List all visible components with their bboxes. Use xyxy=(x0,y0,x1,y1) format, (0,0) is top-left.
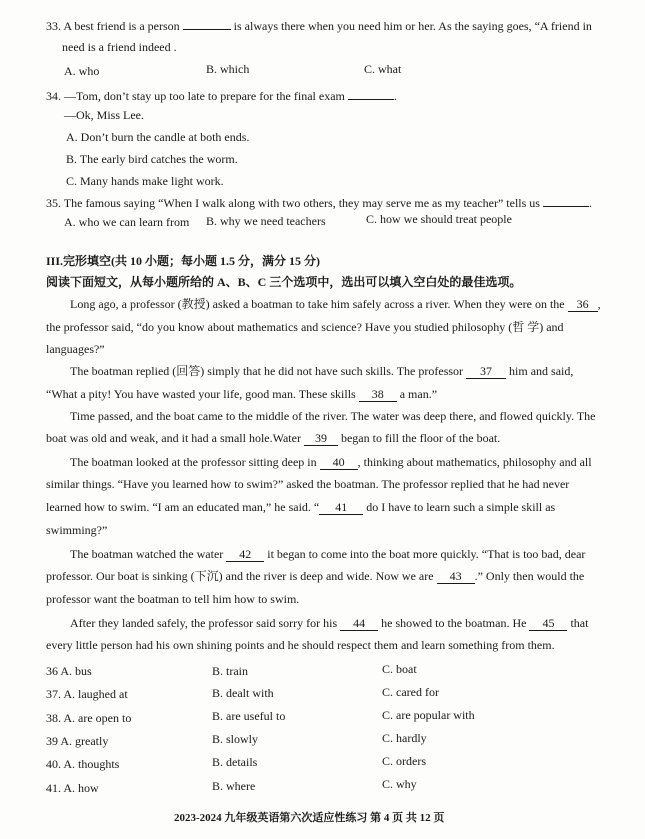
passage-text: boat was old and weak, and it had a small hole.Water xyxy=(46,431,301,445)
q35-stem: 35. The famous saying “When I walk along with two others, they may serve me as my teacher” tells us xyxy=(46,196,540,210)
q34-option-a[interactable]: A. Don’t burn the candle at both ends. xyxy=(66,130,250,144)
q33-stem-b: is always there when you need him or her. As the saying goes, “A friend in xyxy=(233,19,592,33)
passage-text: every little person had his own shining points and he should respect them and learn something from them. xyxy=(46,638,555,652)
q35-option-c[interactable]: C. how we should treat people xyxy=(366,212,512,226)
choice-40-c[interactable]: C. orders xyxy=(382,754,426,768)
blank-39[interactable]: 39 xyxy=(304,432,338,446)
passage-text: languages?” xyxy=(46,342,105,356)
passage-line-8 xyxy=(70,455,592,470)
blank-37[interactable]: 37 xyxy=(466,365,506,379)
q34-reply: —Ok, Miss Lee. xyxy=(64,108,144,122)
passage-text: professor want the boatman to tell him how to swim. xyxy=(46,592,300,606)
q33-option-b[interactable]: B. which xyxy=(206,62,250,76)
blank-43[interactable]: 43 xyxy=(437,570,475,584)
passage-text: , xyxy=(597,297,601,311)
choice-40-b[interactable]: B. details xyxy=(212,755,258,769)
passage-line-9 xyxy=(46,477,569,491)
passage-text: that xyxy=(570,616,589,630)
q35-answer-blank[interactable] xyxy=(543,193,589,207)
passage-text: learned how to swim. “I am an educated man,” he said. “ xyxy=(46,500,320,514)
q35-stem-line xyxy=(46,193,592,210)
passage-text: swimming?” xyxy=(46,523,108,537)
passage-text: The boatman replied (回答) simply that he did not have such skills. The professor xyxy=(70,364,464,378)
q35-option-b[interactable]: B. why we need teachers xyxy=(206,214,326,228)
blank-45[interactable]: 45 xyxy=(529,617,567,631)
choice-40-a[interactable]: 40. A. thoughts xyxy=(46,757,120,771)
choice-36-c[interactable]: C. boat xyxy=(382,662,417,676)
q34-stem-end: . xyxy=(393,89,397,103)
blank-42[interactable]: 42 xyxy=(226,548,264,562)
choice-41-b[interactable]: B. where xyxy=(212,779,256,793)
passage-line-13 xyxy=(46,569,584,584)
passage-text: began to fill the floor of the boat. xyxy=(340,431,501,445)
section-heading: III.完形填空(共 10 小题；每小题 1.5 分，满分 15 分) xyxy=(46,254,321,268)
passage-text: After they landed safely, the professor said sorry for his xyxy=(70,616,338,630)
choice-39-c[interactable]: C. hardly xyxy=(382,731,427,745)
passage-text: professor. Our boat is sinking (下沉) and the river is deep and wide. Now we are xyxy=(46,569,434,583)
passage-line-2 xyxy=(46,320,564,334)
passage-line-15 xyxy=(70,616,588,631)
passage-text: The boatman watched the water xyxy=(70,547,224,561)
q34-stem-line xyxy=(46,86,397,103)
q35-option-a[interactable]: A. who we can learn from xyxy=(64,215,190,229)
q33-stem-c: need is a friend indeed xyxy=(62,40,171,54)
choice-39-b[interactable]: B. slowly xyxy=(212,732,259,746)
q34-stem: 34. —Tom, don’t stay up too late to prepare for the final exam xyxy=(46,89,345,103)
q34-answer-blank[interactable] xyxy=(348,86,394,100)
q33-stem-line1 xyxy=(46,16,592,33)
q33-stem-line2 xyxy=(62,40,177,54)
q33-option-a[interactable]: A. who xyxy=(64,64,100,78)
passage-text: Time passed, and the boat came to the middle of the river. The water was deep there, and flowed quickly. The xyxy=(70,409,596,423)
passage-text: similar things. “Have you learned how to swim?” asked the boatman. The professor replied that he had never xyxy=(46,477,570,491)
q34-option-b[interactable]: B. The early bird catches the worm. xyxy=(66,152,238,166)
blank-38[interactable]: 38 xyxy=(359,388,397,402)
passage-text: , thinking about mathematics, philosophy and all xyxy=(357,455,592,469)
q33-stem-d: . xyxy=(173,40,177,54)
choice-38-c[interactable]: C. are popular with xyxy=(382,708,475,722)
passage-line-11 xyxy=(46,523,107,537)
passage-line-6 xyxy=(70,409,596,423)
passage-line-4 xyxy=(70,364,573,379)
q33-option-c[interactable]: C. what xyxy=(364,62,402,76)
blank-41[interactable]: 41 xyxy=(319,501,363,515)
passage-text: The boatman looked at the professor sitting deep in xyxy=(70,455,317,469)
passage-text: Long ago, a professor (教授) asked a boatman to take him safely across a river. When they were on the xyxy=(70,297,565,311)
passage-line-5 xyxy=(46,387,437,402)
q33-stem-a: 33. A best friend is a person xyxy=(46,19,180,33)
passage-text: the professor said, “do you know about mathematics and science? Have you studied philosophy (哲 学) and xyxy=(46,320,564,334)
choice-41-c[interactable]: C. why xyxy=(382,777,417,791)
passage-text: he showed to the boatman. He xyxy=(381,616,527,630)
passage-text: him and said, xyxy=(509,364,574,378)
passage-line-14 xyxy=(46,592,299,606)
passage-line-1 xyxy=(70,297,601,312)
passage-text: .” Only then would the xyxy=(474,569,585,583)
choice-41-a[interactable]: 41. A. how xyxy=(46,781,99,795)
choice-39-a[interactable]: 39 A. greatly xyxy=(46,734,109,748)
choice-37-c[interactable]: C. cared for xyxy=(382,685,439,699)
choice-36-b[interactable]: B. train xyxy=(212,664,248,678)
blank-40[interactable]: 40 xyxy=(320,456,358,470)
passage-line-10 xyxy=(46,500,555,515)
section-instruction: 阅读下面短文，从每小题所给的 A、B、C 三个选项中，选出可以填入空白处的最佳选项。 xyxy=(46,275,522,289)
choice-37-a[interactable]: 37. A. laughed at xyxy=(46,687,128,701)
passage-line-12 xyxy=(70,547,585,562)
blank-44[interactable]: 44 xyxy=(340,617,378,631)
choice-36-a[interactable]: 36 A. bus xyxy=(46,664,92,678)
choice-38-b[interactable]: B. are useful to xyxy=(212,709,286,723)
passage-text: do I have to learn such a simple skill as xyxy=(366,500,556,514)
passage-line-3 xyxy=(46,342,105,356)
choice-38-a[interactable]: 38. A. are open to xyxy=(46,711,132,725)
page-footer: 2023-2024 九年级英语第六次适应性练习 第 4 页 共 12 页 xyxy=(174,812,445,824)
passage-text: it began to come into the boat more quickly. “That is too bad, dear xyxy=(267,547,586,561)
q35-stem-end: . xyxy=(588,196,592,210)
passage-line-16 xyxy=(46,638,555,652)
blank-36[interactable]: 36 xyxy=(568,298,598,312)
q33-answer-blank[interactable] xyxy=(183,16,231,30)
passage-line-7 xyxy=(46,431,500,446)
q34-option-c[interactable]: C. Many hands make light work. xyxy=(66,174,224,188)
choice-37-b[interactable]: B. dealt with xyxy=(212,686,274,700)
passage-text: “What a pity! You have wasted your life, good man. These skills xyxy=(46,387,356,401)
passage-text: a man.” xyxy=(399,387,438,401)
